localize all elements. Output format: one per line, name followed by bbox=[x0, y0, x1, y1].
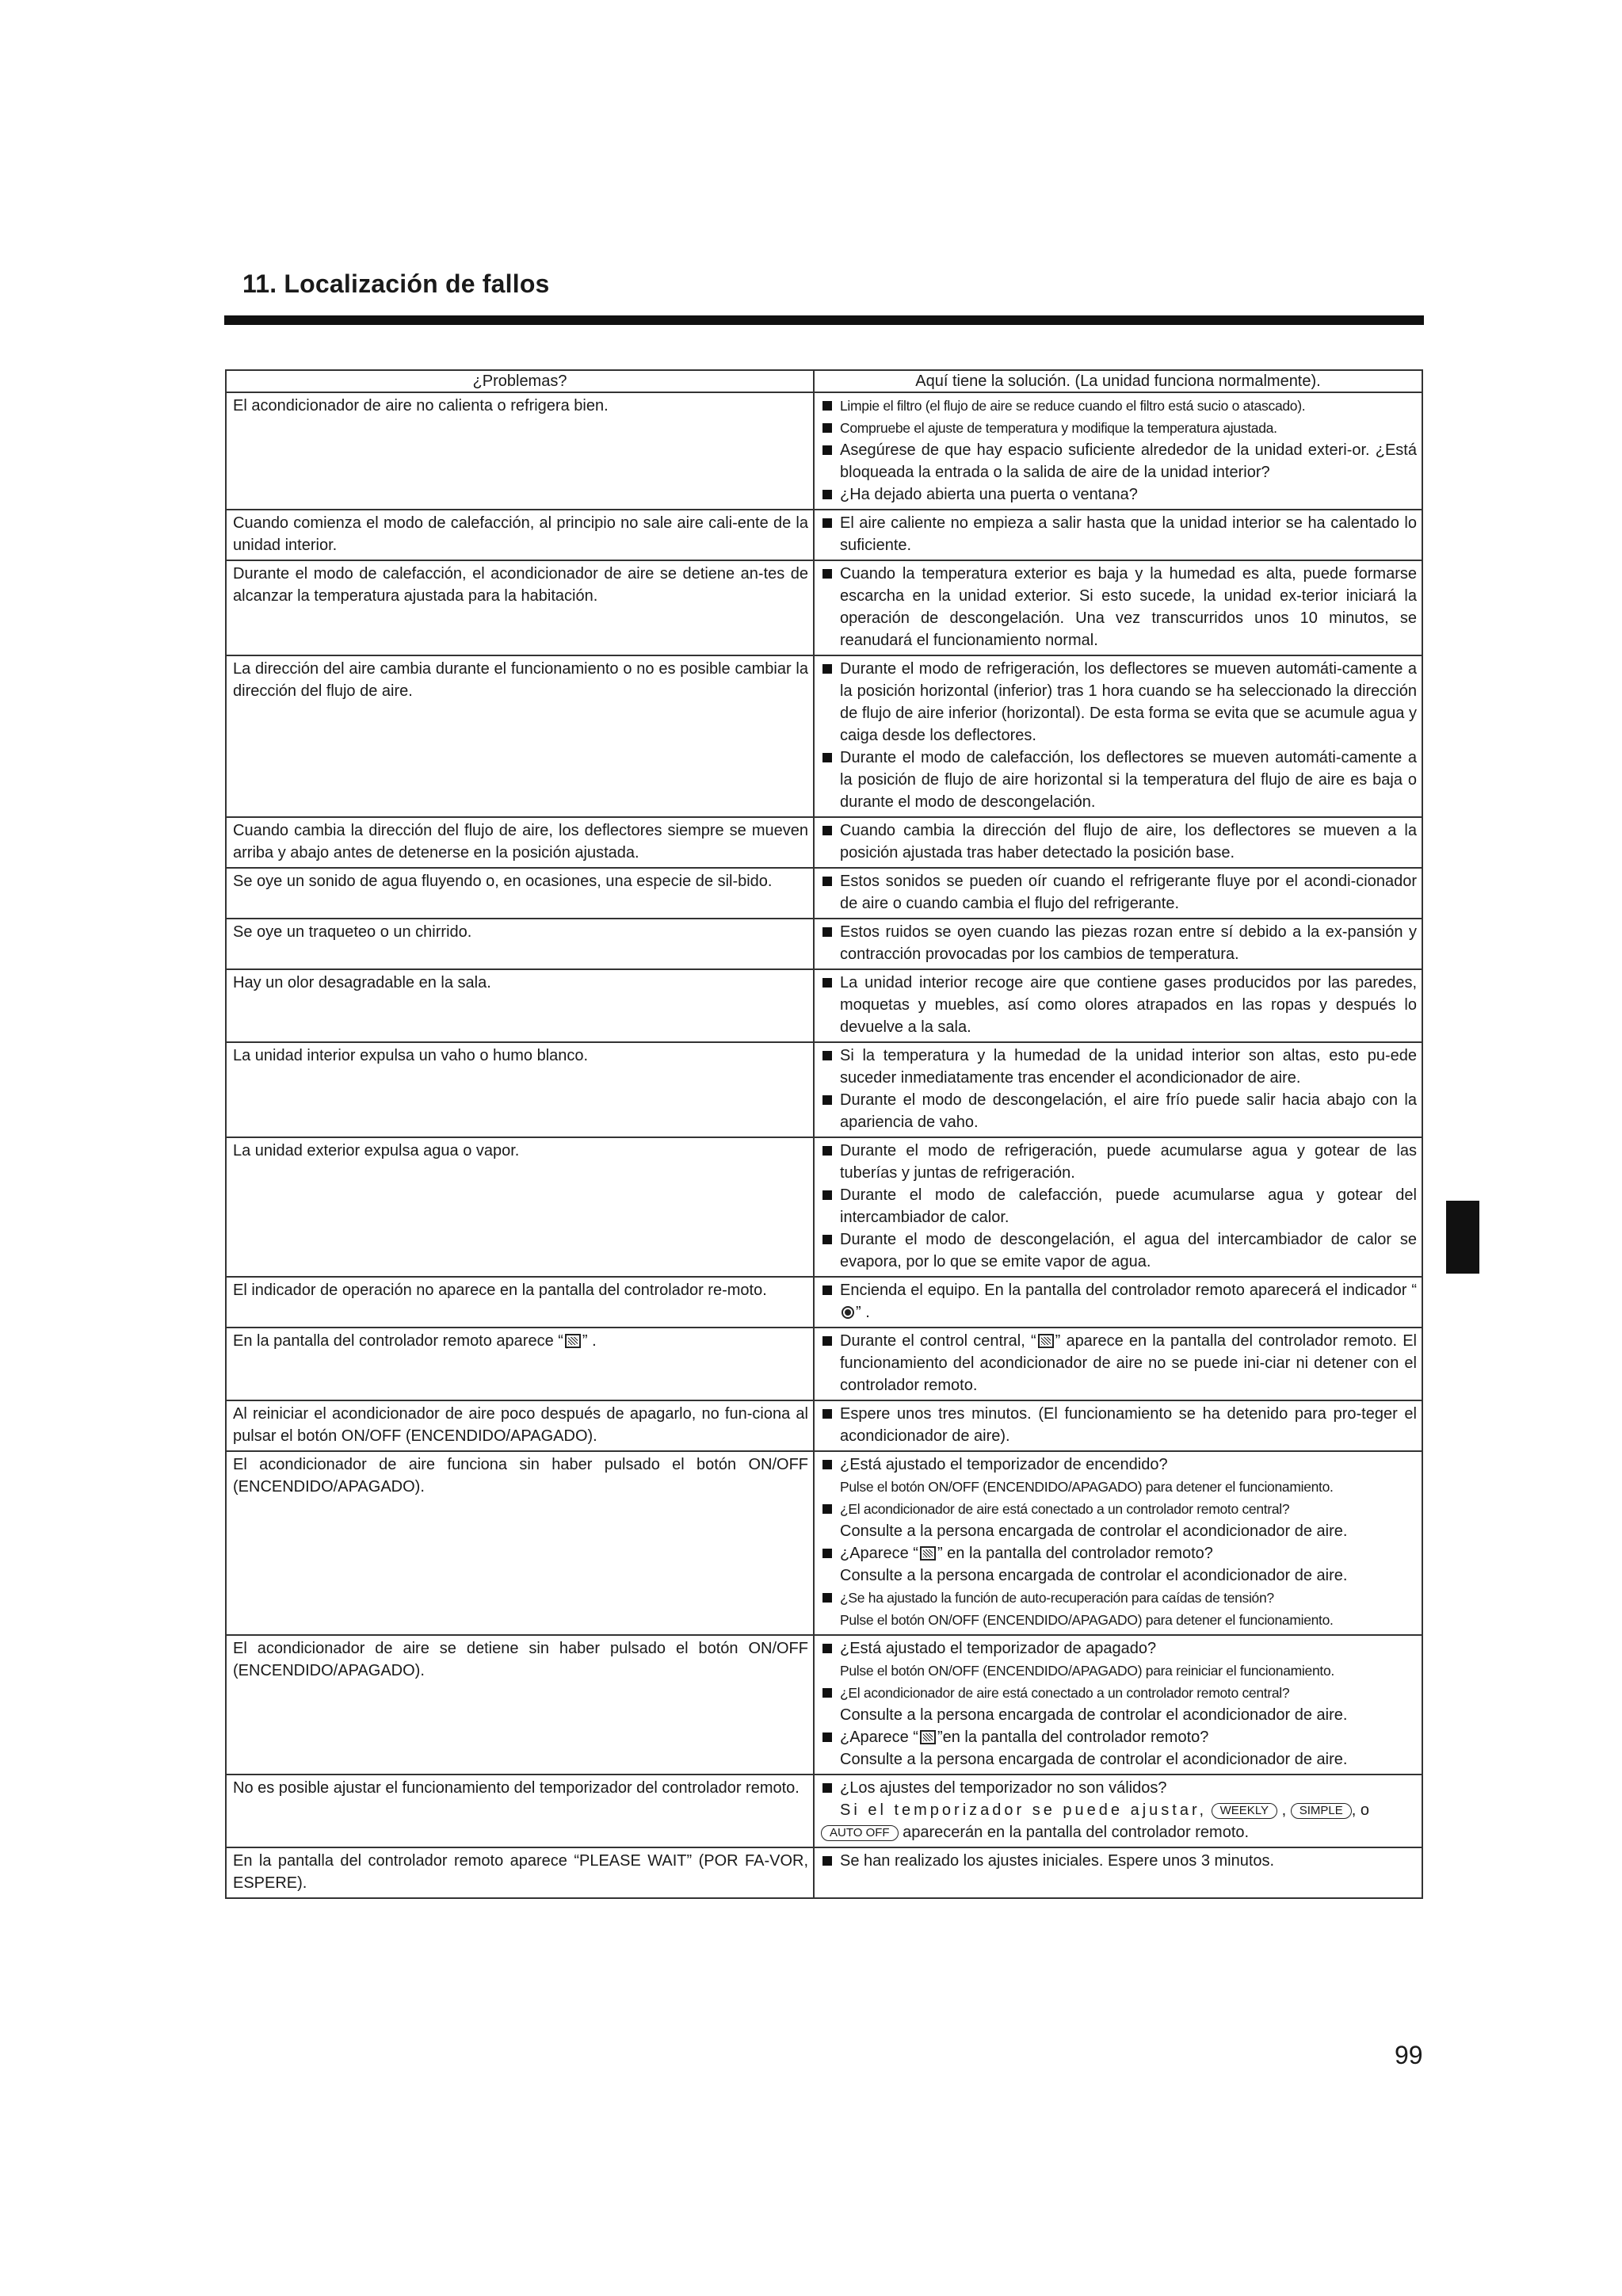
solution-text: Consulte a la persona encargada de controlar el acondicionador de aire. bbox=[840, 1522, 1348, 1540]
problem-cell bbox=[226, 919, 814, 969]
timer-mode-badge: WEEKLY bbox=[1212, 1803, 1277, 1819]
problem-text: Se oye un sonido de agua fluyendo o, en ocasiones, una especie de sil-bido. bbox=[233, 873, 773, 890]
page-title: 11. Localización de fallos bbox=[242, 269, 550, 298]
solution-item bbox=[821, 972, 1417, 1038]
solution-text: Pulse el botón ON/OFF (ENCENDIDO/APAGADO) para detener el funcionamiento. bbox=[840, 1612, 1334, 1628]
solution-text-end: ”en la pantalla del controlador remoto? bbox=[937, 1729, 1209, 1746]
solution-item bbox=[821, 1330, 1417, 1396]
solution-cell bbox=[814, 817, 1422, 868]
solution-cell bbox=[814, 510, 1422, 560]
problem-cell bbox=[226, 1451, 814, 1635]
problem-text: En la pantalla del controlador remoto aparece “PLEASE WAIT” (POR FA-VOR, ESPERE). bbox=[233, 1852, 808, 1892]
problem-cell bbox=[226, 1277, 814, 1328]
solution-text: Durante el control central, “ bbox=[840, 1332, 1036, 1350]
table-row bbox=[226, 510, 1422, 560]
solution-item bbox=[821, 747, 1417, 813]
remote-display-icon bbox=[565, 1334, 581, 1348]
table-row bbox=[226, 1635, 1422, 1775]
solution-text: Consulte a la persona encargada de controlar el acondicionador de aire. bbox=[840, 1567, 1348, 1584]
problem-cell bbox=[226, 510, 814, 560]
solution-text: Durante el modo de refrigeración, puede acumularse agua y gotear de las tuberías y juntas de refrigeración. bbox=[840, 1142, 1417, 1182]
table-row bbox=[226, 1451, 1422, 1635]
column-header-solution: Aquí tiene la solución. (La unidad funciona normalmente). bbox=[814, 370, 1422, 392]
solution-item bbox=[821, 1726, 1417, 1748]
solution-item bbox=[821, 1498, 1417, 1520]
problem-text: Hay un olor desagradable en la sala. bbox=[233, 974, 491, 991]
column-header-problems: ¿Problemas? bbox=[226, 370, 814, 392]
solution-item bbox=[821, 1542, 1417, 1564]
solution-text: Si el temporizador se puede ajustar, bbox=[840, 1801, 1208, 1819]
problem-text: El acondicionador de aire se detiene sin haber pulsado el botón ON/OFF (ENCENDIDO/APAGADO). bbox=[233, 1640, 808, 1679]
table-row bbox=[226, 919, 1422, 969]
solution-note bbox=[821, 1748, 1417, 1771]
table-row bbox=[226, 392, 1422, 510]
solution-text: Pulse el botón ON/OFF (ENCENDIDO/APAGADO) para reiniciar el funcionamiento. bbox=[840, 1663, 1334, 1679]
solution-note bbox=[821, 1799, 1417, 1821]
solution-cell bbox=[814, 655, 1422, 817]
problem-text: En la pantalla del controlador remoto aparece “ bbox=[233, 1332, 563, 1350]
solution-item bbox=[821, 658, 1417, 747]
problem-cell bbox=[226, 969, 814, 1042]
solution-item bbox=[821, 1228, 1417, 1273]
solution-item bbox=[821, 1587, 1417, 1609]
solution-item bbox=[821, 395, 1417, 417]
solution-text-end: , o bbox=[1351, 1801, 1370, 1819]
solution-item bbox=[821, 1777, 1417, 1799]
solution-text: ¿Los ajustes del temporizador no son válidos? bbox=[840, 1779, 1167, 1797]
solution-text: Durante el modo de descongelación, el agua del intercambiador de calor se evapora, por lo que se emite vapor de agua. bbox=[840, 1231, 1417, 1270]
solution-cell bbox=[814, 1847, 1422, 1898]
solution-text: Espere unos tres minutos. (El funcionamiento se ha detenido para pro-teger el acondicionador de aire). bbox=[840, 1405, 1417, 1445]
solution-text: Durante el modo de calefacción, los deflectores se mueven automáti-camente a la posición de flujo de aire horizontal si la temperatura del flujo de aire es baja o durante el modo de descongelación. bbox=[840, 749, 1417, 811]
solution-item bbox=[821, 1403, 1417, 1447]
solution-text-end: aparecerán en la pantalla del controlador remoto. bbox=[898, 1824, 1250, 1841]
problem-text: El acondicionador de aire funciona sin haber pulsado el botón ON/OFF (ENCENDIDO/APAGADO). bbox=[233, 1456, 808, 1496]
table-row bbox=[226, 655, 1422, 817]
solution-cell bbox=[814, 1635, 1422, 1775]
table-row bbox=[226, 868, 1422, 919]
solution-cell bbox=[814, 1328, 1422, 1400]
solution-text: ¿El acondicionador de aire está conectado a un controlador remoto central? bbox=[840, 1685, 1290, 1701]
problem-text: El acondicionador de aire no calienta o refrigera bien. bbox=[233, 397, 609, 415]
problem-text: No es posible ajustar el funcionamiento del temporizador del controlador remoto. bbox=[233, 1779, 800, 1797]
solution-item bbox=[821, 417, 1417, 439]
solution-cell bbox=[814, 868, 1422, 919]
solution-text-end: ” en la pantalla del controlador remoto? bbox=[937, 1545, 1213, 1562]
solution-note bbox=[821, 1564, 1417, 1587]
solution-item bbox=[821, 483, 1417, 506]
problem-cell bbox=[226, 1042, 814, 1137]
separator-text: , bbox=[1281, 1801, 1287, 1819]
solution-text: Durante el modo de calefacción, puede acumularse agua y gotear del intercambiador de calor. bbox=[840, 1186, 1417, 1226]
solution-text: Si la temperatura y la humedad de la unidad interior son altas, esto pu-ede suceder inmediatamente tras encender el acondicionador de aire. bbox=[840, 1047, 1417, 1087]
solution-cell bbox=[814, 1042, 1422, 1137]
solution-text: ¿Está ajustado el temporizador de apagado? bbox=[840, 1640, 1157, 1657]
remote-display-icon bbox=[1038, 1334, 1054, 1348]
title-rule bbox=[224, 315, 1424, 325]
solution-text: Compruebe el ajuste de temperatura y modifique la temperatura ajustada. bbox=[840, 420, 1277, 436]
solution-item bbox=[821, 921, 1417, 965]
table-header-row bbox=[226, 370, 1422, 392]
table-row bbox=[226, 1775, 1422, 1847]
table-row bbox=[226, 1042, 1422, 1137]
solution-text: Cuando cambia la dirección del flujo de aire, los deflectores se mueven a la posición ajustada tras haber detectado la posición base. bbox=[840, 822, 1417, 861]
problem-cell bbox=[226, 1400, 814, 1451]
solution-text: El aire caliente no empieza a salir hasta que la unidad interior se ha calentado lo suficiente. bbox=[840, 514, 1417, 554]
table-row bbox=[226, 1277, 1422, 1328]
problem-cell bbox=[226, 560, 814, 655]
solution-item bbox=[821, 819, 1417, 864]
problem-cell bbox=[226, 1847, 814, 1898]
solution-item bbox=[821, 1454, 1417, 1476]
solution-cell bbox=[814, 919, 1422, 969]
solution-item bbox=[821, 1184, 1417, 1228]
problem-cell bbox=[226, 392, 814, 510]
solution-text: Encienda el equipo. En la pantalla del controlador remoto aparecerá el indicador “ bbox=[840, 1282, 1417, 1299]
solution-text: Limpie el filtro (el flujo de aire se reduce cuando el filtro está sucio o atascado). bbox=[840, 398, 1306, 414]
solution-text: ¿Está ajustado el temporizador de encendido? bbox=[840, 1456, 1168, 1473]
table-row bbox=[226, 817, 1422, 868]
solution-item bbox=[821, 1682, 1417, 1704]
problem-cell bbox=[226, 868, 814, 919]
solution-cell bbox=[814, 1277, 1422, 1328]
solution-text: Durante el modo de descongelación, el aire frío puede salir hacia abajo con la apariencia de vaho. bbox=[840, 1091, 1417, 1131]
solution-item bbox=[821, 512, 1417, 556]
problem-text: La unidad interior expulsa un vaho o humo blanco. bbox=[233, 1047, 589, 1064]
solution-text: Cuando la temperatura exterior es baja y la humedad es alta, puede formarse escarcha en la unidad exterior. Si esto sucede, la unidad ex-terior iniciará la operación de descongelación. Una vez transcurridos unos 10 minutos, se reanudará el funcionamiento normal. bbox=[840, 565, 1417, 649]
problem-cell bbox=[226, 1137, 814, 1277]
problem-text: Cuando cambia la dirección del flujo de aire, los deflectores siempre se mueven arriba y abajo antes de detenerse en la posición ajustada. bbox=[233, 822, 808, 861]
problem-cell bbox=[226, 1775, 814, 1847]
table-row bbox=[226, 1137, 1422, 1277]
solution-text: Consulte a la persona encargada de controlar el acondicionador de aire. bbox=[840, 1751, 1348, 1768]
solution-text: Se han realizado los ajustes iniciales. Espere unos 3 minutos. bbox=[840, 1852, 1275, 1870]
problem-cell bbox=[226, 655, 814, 817]
solution-cell bbox=[814, 560, 1422, 655]
solution-cell bbox=[814, 392, 1422, 510]
problem-text: La unidad exterior expulsa agua o vapor. bbox=[233, 1142, 520, 1159]
solution-text: ¿Se ha ajustado la función de auto-recuperación para caídas de tensión? bbox=[840, 1590, 1274, 1606]
solution-text: Durante el modo de refrigeración, los deflectores se mueven automáti-camente a la posición horizontal (inferior) tras 1 hora cuando se ha seleccionado la dirección de flujo de aire inferior (horizontal). De esta forma se evita que se acumule agua y caiga desde los deflectores. bbox=[840, 660, 1417, 744]
solution-item bbox=[821, 563, 1417, 651]
problem-text-end: ” . bbox=[582, 1332, 597, 1350]
solution-text: La unidad interior recoge aire que contiene gases producidos por las paredes, moquetas y muebles, así como olores atrapados en las ropas y después lo devuelve a la sala. bbox=[840, 974, 1417, 1036]
solution-text-end: ” . bbox=[856, 1304, 870, 1321]
solution-text: ¿Aparece “ bbox=[840, 1545, 918, 1562]
solution-note bbox=[821, 1609, 1417, 1631]
solution-item bbox=[821, 870, 1417, 915]
solution-cell bbox=[814, 1137, 1422, 1277]
table-row bbox=[226, 560, 1422, 655]
solution-text: ¿Aparece “ bbox=[840, 1729, 918, 1746]
solution-item bbox=[821, 1279, 1417, 1324]
timer-mode-badge: SIMPLE bbox=[1291, 1803, 1352, 1819]
solution-note bbox=[821, 1704, 1417, 1726]
remote-display-icon bbox=[920, 1546, 936, 1561]
problem-text: La dirección del aire cambia durante el funcionamiento o no es posible cambiar la dirección del flujo de aire. bbox=[233, 660, 808, 700]
solution-item bbox=[821, 1045, 1417, 1089]
solution-item bbox=[821, 439, 1417, 483]
section-tab-marker bbox=[1446, 1201, 1479, 1274]
solution-item bbox=[821, 1850, 1417, 1872]
table-row bbox=[226, 1328, 1422, 1400]
problem-text: Se oye un traqueteo o un chirrido. bbox=[233, 923, 472, 941]
solution-note bbox=[821, 1476, 1417, 1498]
solution-item bbox=[821, 1140, 1417, 1184]
table-row bbox=[226, 1847, 1422, 1898]
solution-text: Estos sonidos se pueden oír cuando el refrigerante fluye por el acondi-cionador de aire o cuando cambia el flujo del refrigerante. bbox=[840, 873, 1417, 912]
solution-text: ¿Ha dejado abierta una puerta o ventana? bbox=[840, 486, 1138, 503]
solution-note bbox=[821, 1821, 1417, 1843]
remote-display-icon bbox=[920, 1730, 936, 1744]
table-row bbox=[226, 1400, 1422, 1451]
solution-text: Pulse el botón ON/OFF (ENCENDIDO/APAGADO) para detener el funcionamiento. bbox=[840, 1479, 1334, 1495]
solution-text: Estos ruidos se oyen cuando las piezas rozan entre sí debido a la ex-pansión y contracción provocadas por los cambios de temperatura. bbox=[840, 923, 1417, 963]
page-number: 99 bbox=[1395, 2041, 1423, 2069]
solution-text-end: ” aparece en la pantalla del controlador remoto. El funcionamiento del acondicionador de aire no se puede ini-ciar ni detener con el controlador remoto. bbox=[840, 1332, 1417, 1394]
solution-text: Asegúrese de que hay espacio suficiente alrededor de la unidad exteri-or. ¿Está bloqueada la entrada o la salida de aire de la unidad interior? bbox=[840, 441, 1417, 481]
solution-cell bbox=[814, 1775, 1422, 1847]
indicator-icon bbox=[842, 1306, 854, 1319]
solution-item bbox=[821, 1089, 1417, 1133]
solution-text: ¿El acondicionador de aire está conectado a un controlador remoto central? bbox=[840, 1501, 1290, 1517]
problem-text: Durante el modo de calefacción, el acondicionador de aire se detiene an-tes de alcanzar la temperatura ajustada para la habitación. bbox=[233, 565, 808, 605]
solution-text: Consulte a la persona encargada de controlar el acondicionador de aire. bbox=[840, 1706, 1348, 1724]
troubleshooting-table bbox=[225, 369, 1423, 1899]
solution-note bbox=[821, 1660, 1417, 1682]
problem-text: Al reiniciar el acondicionador de aire poco después de apagarlo, no fun-ciona al pulsar el botón ON/OFF (ENCENDIDO/APAGADO). bbox=[233, 1405, 808, 1445]
solution-cell bbox=[814, 1451, 1422, 1635]
solution-note bbox=[821, 1520, 1417, 1542]
solution-cell bbox=[814, 969, 1422, 1042]
table-row bbox=[226, 969, 1422, 1042]
problem-cell bbox=[226, 817, 814, 868]
solution-cell bbox=[814, 1400, 1422, 1451]
problem-text: Cuando comienza el modo de calefacción, al principio no sale aire cali-ente de la unidad interior. bbox=[233, 514, 808, 554]
timer-mode-badge: AUTO OFF bbox=[821, 1825, 899, 1841]
problem-cell bbox=[226, 1635, 814, 1775]
problem-text: El indicador de operación no aparece en la pantalla del controlador re-moto. bbox=[233, 1282, 767, 1299]
solution-item bbox=[821, 1637, 1417, 1660]
problem-cell bbox=[226, 1328, 814, 1400]
